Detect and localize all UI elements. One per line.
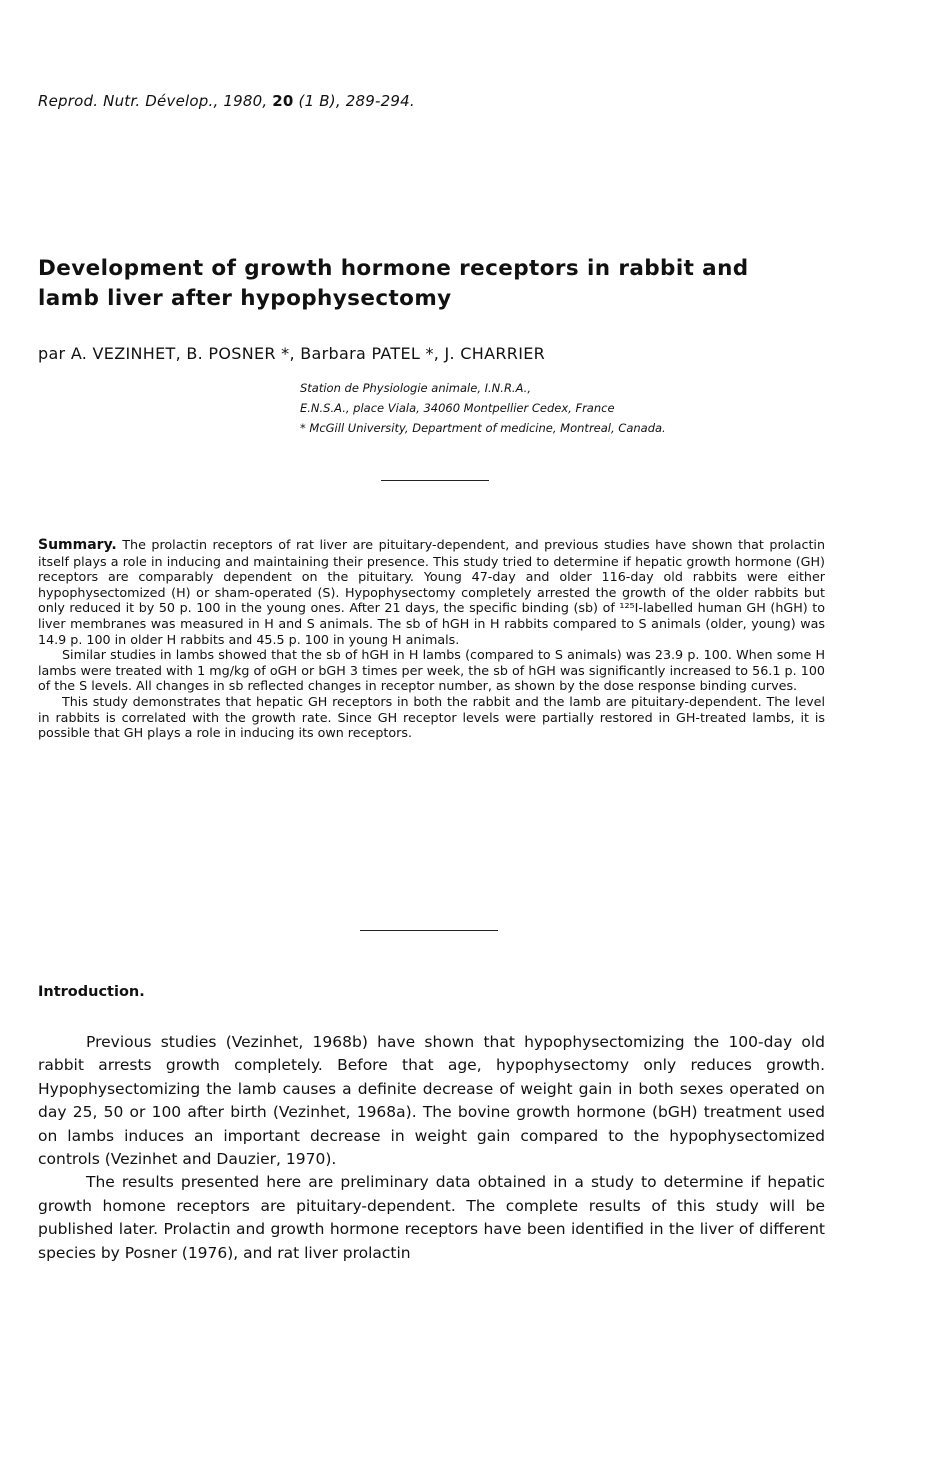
affiliations bbox=[300, 378, 666, 438]
summary-label: Summary. bbox=[38, 537, 117, 553]
summary-text: The prolactin receptors of rat liver are pituitary-dependent, and previous studies have shown that prolactin itself plays a role in inducing and maintaining their presence. This study tried to determine if hepatic growth hormone (GH) receptors are comparably dependent on the pituitary. Young 47-day and older 116-day old rabbits were either hypophysectomized (H) or sham-operated (S). Hypophysectomy completely arrested the growth of the older rabbits but only reduced it by 50 p. 100 in the young ones. After 21 days, the specific binding (sb) of ¹²⁵I-labelled human GH (hGH) to liver membranes was measured in H and S animals. The sb of hGH in H rabbits compared to S animals (older, young) was 14.9 p. 100 in older H rabbits and 45.5 p. 100 in young H animals. bbox=[38, 537, 825, 647]
introduction-body bbox=[38, 1031, 825, 1265]
citation-volume: 20 bbox=[272, 92, 294, 110]
body-paragraph: Previous studies (Vezinhet, 1968b) have shown that hypophysectomizing the 100-day old rabbit arrests growth completely. Before that age, hypophysectomy only reduces growth. Hypophysectomizing the lamb causes a definite decrease of weight gain in both sexes operated on day 25, 50 or 100 after birth (Vezinhet, 1968a). The bovine growth hormone (bGH) treatment used on lambs induces an important decrease in weight gain compared to the hypophysectomized controls (Vezinhet and Dauzier, 1970). bbox=[38, 1033, 825, 1169]
body-paragraph: The results presented here are preliminary data obtained in a study to determine if hepatic growth homone receptors are pituitary-dependent. The complete results of this study will be published later. Prolactin and growth hormone receptors have been identified in the liver of different species by Posner (1976), and rat liver prolactin bbox=[38, 1173, 825, 1262]
article-title: Development of growth hormone receptors in rabbit and lamb liver after hypophysectomy bbox=[38, 256, 749, 311]
section-heading: Introduction. bbox=[38, 984, 145, 1000]
summary-section bbox=[38, 537, 825, 741]
affiliation-line: * McGill University, Department of medicine, Montreal, Canada. bbox=[300, 421, 666, 435]
journal-citation bbox=[38, 92, 415, 110]
affiliation-line: Station de Physiologie animale, I.N.R.A., bbox=[300, 381, 531, 395]
journal-name: Reprod. Nutr. Dévelop. bbox=[38, 92, 214, 110]
summary-paragraph: This study demonstrates that hepatic GH receptors in both the rabbit and the lamb are pituitary-dependent. The level in rabbits is correlated with the growth rate. Since GH receptor levels were partially restored in GH-treated lambs, it is possible that GH plays a role in inducing its own receptors. bbox=[38, 693, 825, 741]
divider bbox=[360, 930, 498, 931]
citation-year: , 1980, bbox=[213, 92, 273, 110]
citation-issue-pages: (1 B), 289-294. bbox=[293, 92, 415, 110]
author-line: par A. VEZINHET, B. POSNER *, Barbara PATEL *, J. CHARRIER bbox=[38, 344, 546, 363]
summary-paragraph: Similar studies in lambs showed that the sb of hGH in H lambs (compared to S animals) was 23.9 p. 100. When some H lambs were treated with 1 mg/kg of oGH or bGH 3 times per week, the sb of hGH was significantly increased to 56.1 p. 100 of the S levels. All changes in sb reflected changes in receptor number, as shown by the dose response binding curves. bbox=[38, 647, 825, 694]
summary-paragraph bbox=[38, 537, 825, 647]
divider bbox=[381, 480, 489, 481]
affiliation-line: E.N.S.A., place Viala, 34060 Montpellier Cedex, France bbox=[300, 401, 615, 415]
